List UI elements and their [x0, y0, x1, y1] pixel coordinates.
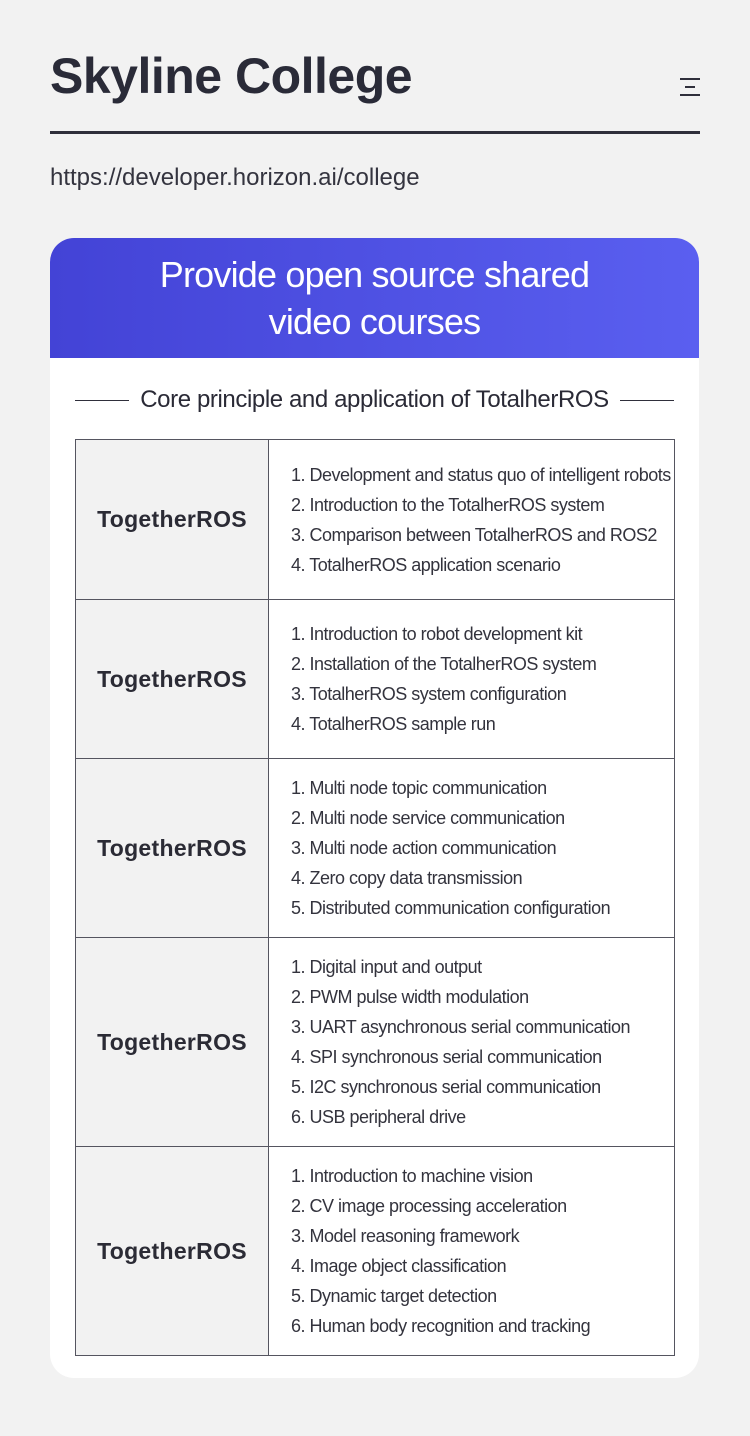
topic-item: 1. Digital input and output — [291, 957, 482, 977]
menu-icon[interactable] — [678, 77, 700, 97]
table-row — [76, 759, 675, 938]
card-banner — [50, 238, 699, 358]
topic-item: 3. Multi node action communication — [291, 838, 557, 858]
topic-item: 2. Introduction to the TotalherROS system — [291, 494, 605, 515]
topic-item: 4. SPI synchronous serial communication — [291, 1047, 602, 1067]
topic-item: 4. Zero copy data transmission — [291, 868, 523, 888]
table-row — [76, 1147, 675, 1356]
course-topics-cell — [269, 938, 675, 1147]
topic-item: 1. Development and status quo of intelligent robots — [291, 464, 671, 485]
college-url-link[interactable]: https://developer.horizon.ai/college — [50, 164, 420, 191]
course-table — [75, 439, 675, 1356]
topic-item: 2. PWM pulse width modulation — [291, 987, 529, 1007]
table-row — [76, 938, 675, 1147]
course-topics-cell — [269, 440, 675, 600]
table-row — [76, 600, 675, 759]
course-topics-cell — [269, 759, 675, 938]
topic-item: 2. Installation of the TotalherROS system — [291, 654, 597, 674]
menu-icon-bar — [685, 86, 695, 88]
topic-item: 3. Comparison between TotalherROS and ROS2 — [291, 524, 657, 545]
topic-item: 6. USB peripheral drive — [291, 1107, 466, 1127]
divider-line — [620, 400, 674, 401]
topic-item: 5. I2C synchronous serial communication — [291, 1077, 601, 1097]
section-title — [75, 380, 674, 420]
topic-item: 6. Human body recognition and tracking — [291, 1316, 591, 1336]
topic-item: 2. Multi node service communication — [291, 808, 565, 828]
site-header — [50, 44, 700, 134]
topic-item: 1. Introduction to machine vision — [291, 1166, 533, 1186]
course-topics-cell — [269, 1147, 675, 1356]
topic-item: 2. CV image processing acceleration — [291, 1196, 567, 1216]
card-title: Provide open source shared video courses — [159, 254, 590, 342]
course-card — [50, 238, 699, 1378]
menu-icon-bar — [680, 94, 700, 96]
course-name-cell: TogetherROS — [76, 1147, 269, 1356]
topic-item: 4. TotalherROS sample run — [291, 714, 496, 734]
topic-item: 3. TotalherROS system configuration — [291, 684, 567, 704]
menu-icon-bar — [680, 78, 700, 80]
topic-item: 5. Distributed communication configuration — [291, 898, 611, 918]
topic-item: 1. Introduction to robot development kit — [291, 624, 583, 644]
course-name-cell: TogetherROS — [76, 938, 269, 1147]
site-brand[interactable]: Skyline College — [50, 48, 413, 104]
topic-item: 1. Multi node topic communication — [291, 778, 547, 798]
topic-item: 4. TotalherROS application scenario — [291, 554, 561, 575]
table-row — [76, 440, 675, 600]
topic-item: 3. UART asynchronous serial communication — [291, 1017, 630, 1037]
course-name-cell: TogetherROS — [76, 759, 269, 938]
course-topics-cell — [269, 600, 675, 759]
topic-item: 3. Model reasoning framework — [291, 1226, 520, 1246]
course-name-cell: TogetherROS — [76, 600, 269, 759]
course-name-cell: TogetherROS — [76, 440, 269, 600]
topic-item: 5. Dynamic target detection — [291, 1286, 497, 1306]
divider-line — [75, 400, 129, 401]
section-title-text: Core principle and application of TotalherROS — [140, 386, 609, 413]
topic-item: 4. Image object classification — [291, 1256, 507, 1276]
